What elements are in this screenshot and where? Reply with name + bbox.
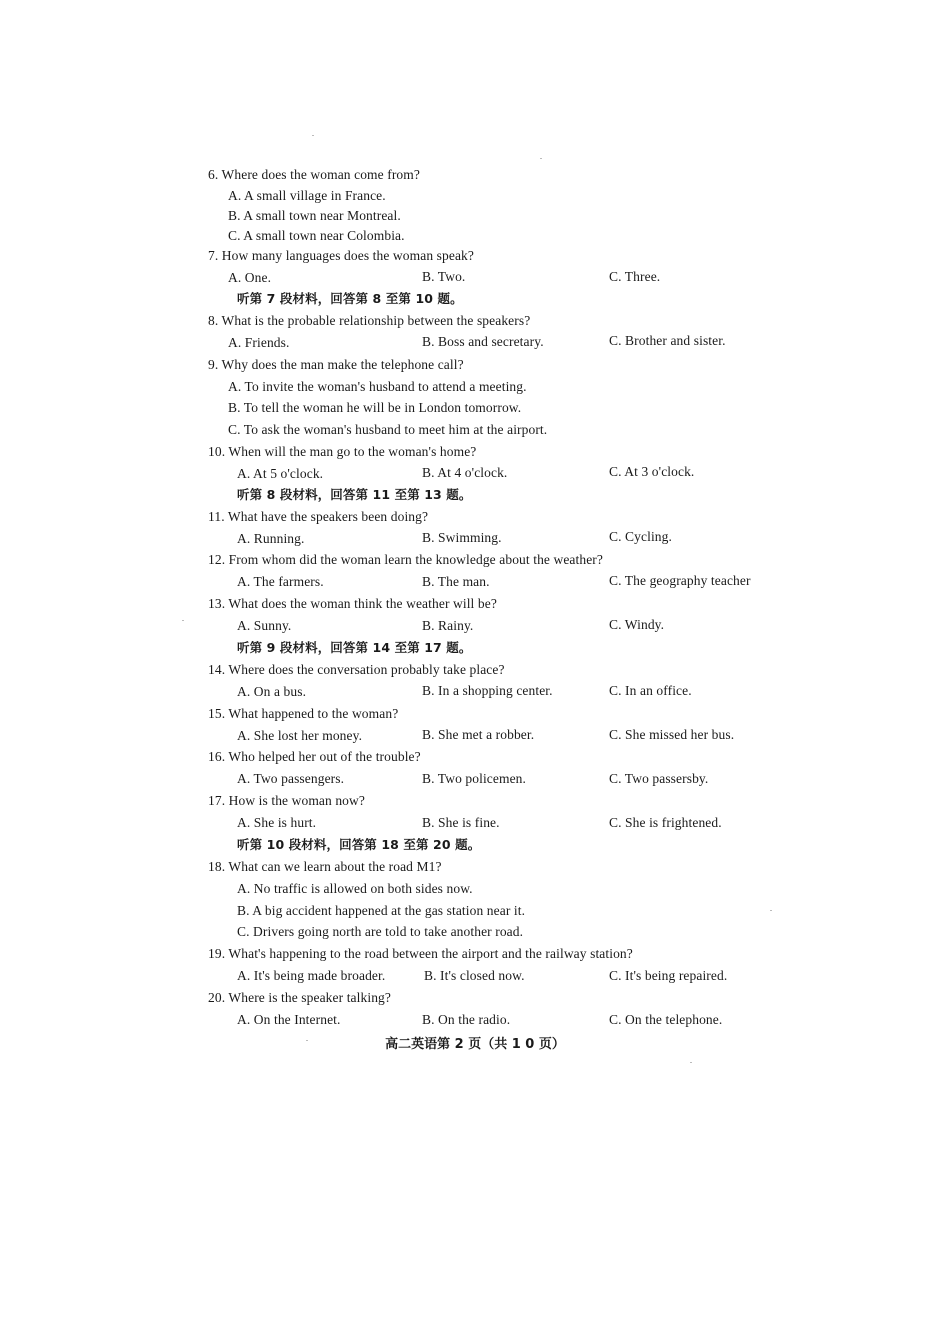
question-17-option-c: C. She is frightened.: [609, 815, 722, 830]
scan-speck: [306, 1040, 308, 1041]
question-8-option-b: B. Boss and secretary.: [422, 334, 544, 349]
question-15-option-c: C. She missed her bus.: [609, 727, 735, 742]
question-19-stem: 19. What's happening to the road between the airport and the railway station?: [208, 946, 633, 961]
question-11-option-c: C. Cycling.: [609, 529, 672, 544]
scan-speck: [690, 1062, 692, 1063]
section-8-heading: 听第 8 段材料，回答第 11 至第 13 题。: [237, 487, 472, 502]
question-16-option-a: A. Two passengers.: [237, 771, 345, 786]
question-10-stem: 10. When will the man go to the woman's home?: [208, 444, 477, 459]
question-18-option-c: C. Drivers going north are told to take another road.: [237, 924, 524, 939]
question-14-option-c: C. In an office.: [609, 683, 692, 698]
question-19-option-c: C. It's being repaired.: [609, 968, 728, 983]
scan-speck: [312, 135, 314, 136]
question-14-option-a: A. On a bus.: [237, 684, 307, 699]
question-12-option-c: C. The geography teacher: [609, 573, 751, 588]
question-8-option-a: A. Friends.: [228, 335, 290, 350]
question-11-option-a: A. Running.: [237, 531, 305, 546]
question-12-option-b: B. The man.: [422, 574, 490, 589]
question-7-option-b: B. Two.: [422, 269, 466, 284]
question-13-stem: 13. What does the woman think the weather will be?: [208, 596, 497, 611]
question-16-option-c: C. Two passersby.: [609, 771, 709, 786]
question-17-option-a: A. She is hurt.: [237, 815, 317, 830]
scan-speck: [182, 620, 184, 621]
question-8-option-c: C. Brother and sister.: [609, 333, 726, 348]
page-footer: 高二英语第 2 页（共 1 0 页）: [385, 1037, 565, 1052]
question-9-option-a: A. To invite the woman's husband to attend a meeting.: [228, 379, 527, 394]
question-12-option-a: A. The farmers.: [237, 574, 324, 589]
question-20-option-c: C. On the telephone.: [609, 1012, 723, 1027]
question-8-stem: 8. What is the probable relationship between the speakers?: [208, 313, 531, 328]
question-15-option-b: B. She met a robber.: [422, 727, 535, 742]
question-6-option-a: A. A small village in France.: [228, 188, 386, 203]
question-11-stem: 11. What have the speakers been doing?: [208, 509, 429, 524]
question-9-stem: 9. Why does the man make the telephone call?: [208, 357, 464, 372]
question-15-option-a: A. She lost her money.: [237, 728, 363, 743]
question-10-option-b: B. At 4 o'clock.: [422, 465, 508, 480]
question-6-stem: 6. Where does the woman come from?: [208, 167, 420, 182]
question-16-option-b: B. Two policemen.: [422, 771, 526, 786]
section-9-heading: 听第 9 段材料，回答第 14 至第 17 题。: [237, 640, 472, 655]
question-17-option-b: B. She is fine.: [422, 815, 500, 830]
question-7-stem: 7. How many languages does the woman speak?: [208, 248, 474, 263]
question-9-option-c: C. To ask the woman's husband to meet him at the airport.: [228, 422, 548, 437]
scan-speck: [540, 158, 542, 159]
question-20-stem: 20. Where is the speaker talking?: [208, 990, 391, 1005]
question-15-stem: 15. What happened to the woman?: [208, 706, 399, 721]
question-20-option-a: A. On the Internet.: [237, 1012, 341, 1027]
section-7-heading: 听第 7 段材料，回答第 8 至第 10 题。: [237, 291, 463, 306]
question-13-option-b: B. Rainy.: [422, 618, 474, 633]
question-18-option-b: B. A big accident happened at the gas station near it.: [237, 903, 526, 918]
question-9-option-b: B. To tell the woman he will be in London tomorrow.: [228, 400, 522, 415]
question-14-stem: 14. Where does the conversation probably take place?: [208, 662, 505, 677]
question-14-option-b: B. In a shopping center.: [422, 683, 553, 698]
question-16-stem: 16. Who helped her out of the trouble?: [208, 749, 421, 764]
question-6-option-b: B. A small town near Montreal.: [228, 208, 401, 223]
question-7-option-a: A. One.: [228, 270, 272, 285]
question-12-stem: 12. From whom did the woman learn the knowledge about the weather?: [208, 552, 603, 567]
scan-speck: [770, 910, 772, 911]
question-19-option-b: B. It's closed now.: [424, 968, 525, 983]
section-10-heading: 听第 10 段材料，回答第 18 至第 20 题。: [237, 837, 481, 852]
question-10-option-a: A. At 5 o'clock.: [237, 466, 324, 481]
question-18-stem: 18. What can we learn about the road M1?: [208, 859, 442, 874]
question-18-option-a: A. No traffic is allowed on both sides now.: [237, 881, 473, 896]
question-13-option-a: A. Sunny.: [237, 618, 292, 633]
question-13-option-c: C. Windy.: [609, 617, 665, 632]
question-19-option-a: A. It's being made broader.: [237, 968, 386, 983]
question-6-option-c: C. A small town near Colombia.: [228, 228, 405, 243]
question-11-option-b: B. Swimming.: [422, 530, 502, 545]
question-17-stem: 17. How is the woman now?: [208, 793, 365, 808]
question-7-option-c: C. Three.: [609, 269, 661, 284]
question-20-option-b: B. On the radio.: [422, 1012, 511, 1027]
question-10-option-c: C. At 3 o'clock.: [609, 464, 695, 479]
